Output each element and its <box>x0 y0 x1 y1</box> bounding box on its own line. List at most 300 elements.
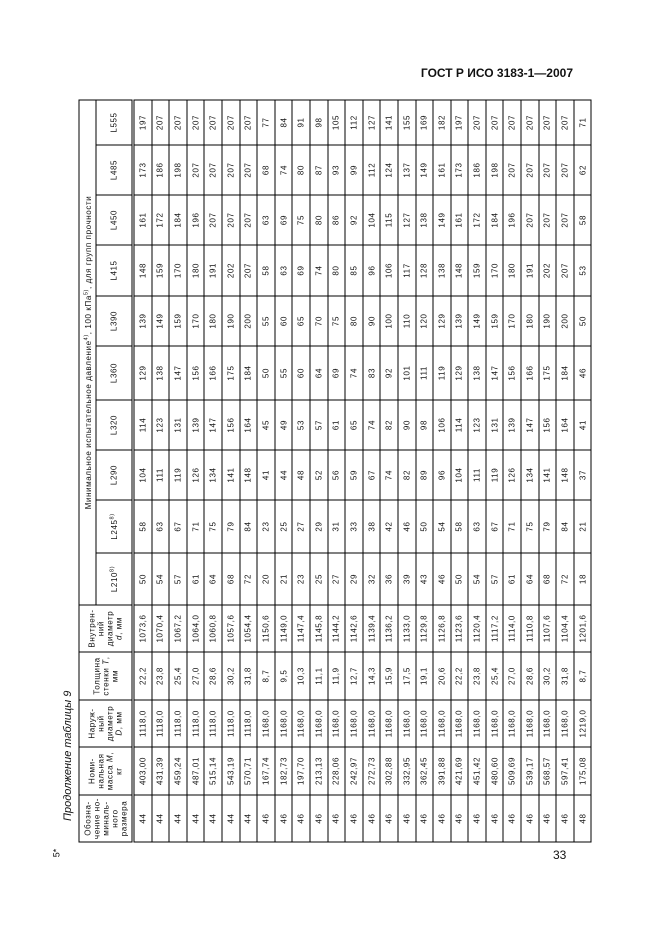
table-cell: 175,08 <box>573 747 591 795</box>
table-cell: 74 <box>380 450 398 500</box>
table-cell: 159 <box>169 296 187 346</box>
table-cell: 1147,4 <box>292 605 310 652</box>
table-cell: 139 <box>186 400 204 450</box>
table-cell: 164 <box>556 400 574 450</box>
table-cell: 84 <box>239 500 257 553</box>
table-cell: 57 <box>169 553 187 605</box>
table-cell: 58 <box>450 500 468 553</box>
table-cell: 112 <box>345 99 363 144</box>
table-cell: 65 <box>345 400 363 450</box>
table-cell: 207 <box>521 145 539 195</box>
table-cell: 101 <box>397 346 415 400</box>
table-cell: 202 <box>221 245 239 296</box>
table-cell: 99 <box>345 145 363 195</box>
table-cell: 90 <box>397 400 415 450</box>
table-cell: 74 <box>309 245 327 296</box>
table-cell: 114 <box>133 400 152 450</box>
table-cell: 207 <box>239 99 257 144</box>
table-cell: 61 <box>186 553 204 605</box>
col-grade-l390: L390 <box>96 296 133 346</box>
table-cell: 92 <box>345 195 363 245</box>
table-cell: 207 <box>204 145 222 195</box>
table-cell: 86 <box>327 195 345 245</box>
table-cell: 27 <box>327 553 345 605</box>
table-cell: 77 <box>257 99 275 144</box>
table-cell: 82 <box>397 450 415 500</box>
table-cell: 69 <box>327 346 345 400</box>
table-cell: 1110,8 <box>521 605 539 652</box>
table-cell: 207 <box>503 145 521 195</box>
table-row <box>362 99 380 841</box>
table-cell: 104 <box>362 195 380 245</box>
table-cell: 55 <box>257 296 275 346</box>
table-row <box>239 99 257 841</box>
table-cell: 190 <box>538 296 556 346</box>
table-cell: 147 <box>204 400 222 450</box>
table-cell: 147 <box>169 346 187 400</box>
table-cell: 53 <box>573 245 591 296</box>
col-grade-l415: L415 <box>96 245 133 296</box>
table-cell: 1070,4 <box>151 605 169 652</box>
table-cell: 167,74 <box>257 747 275 795</box>
table-row <box>133 99 152 841</box>
table-cell: 32 <box>362 553 380 605</box>
table-cell: 180 <box>204 296 222 346</box>
table-cell: 52 <box>309 450 327 500</box>
table-cell: 22,2 <box>450 652 468 700</box>
table-cell: 156 <box>503 346 521 400</box>
table-cell: 112 <box>362 145 380 195</box>
table-cell: 242,97 <box>345 747 363 795</box>
table-cell: 184 <box>239 346 257 400</box>
table-cell: 164 <box>239 400 257 450</box>
table-cell: 42 <box>380 500 398 553</box>
table-cell: 509,69 <box>503 747 521 795</box>
table-cell: 75 <box>327 296 345 346</box>
col-grade-l290: L290 <box>96 450 133 500</box>
table-cell: 196 <box>503 195 521 245</box>
table-cell: 56 <box>327 450 345 500</box>
table-cell: 1136,2 <box>380 605 398 652</box>
col-grade-l245: L245$^{8)}$ <box>96 500 133 553</box>
table-cell: 362,45 <box>415 747 433 795</box>
table-cell: 50 <box>450 553 468 605</box>
table-cell: 1168,0 <box>397 700 415 747</box>
table-cell: 207 <box>221 195 239 245</box>
table-cell: 11,1 <box>309 652 327 700</box>
table-cell: 25,4 <box>169 652 187 700</box>
table-cell: 31,8 <box>239 652 257 700</box>
table-cell: 173 <box>450 145 468 195</box>
table-cell: 46 <box>309 795 327 842</box>
table-cell: 106 <box>380 245 398 296</box>
table-cell: 1133,0 <box>397 605 415 652</box>
table-cell: 44 <box>221 795 239 842</box>
table-cell: 197,70 <box>292 747 310 795</box>
page-number: 33 <box>553 848 567 862</box>
table-cell: 131 <box>169 400 187 450</box>
table-cell: 119 <box>433 346 451 400</box>
table-cell: 44 <box>239 795 257 842</box>
table-cell: 191 <box>204 245 222 296</box>
table-cell: 515,14 <box>204 747 222 795</box>
table-cell: 21 <box>274 553 292 605</box>
table-cell: 272,73 <box>362 747 380 795</box>
table-cell: 50 <box>573 296 591 346</box>
table-cell: 161 <box>450 195 468 245</box>
table-cell: 138 <box>433 245 451 296</box>
table-cell: 1073,6 <box>133 605 152 652</box>
table-cell: 25 <box>274 500 292 553</box>
table-cell: 46 <box>485 795 503 842</box>
table-cell: 30,2 <box>538 652 556 700</box>
table-cell: 72 <box>556 553 574 605</box>
table-cell: 148 <box>450 245 468 296</box>
table-cell: 58 <box>573 195 591 245</box>
table-cell: 44 <box>186 795 204 842</box>
table-cell: 302,88 <box>380 747 398 795</box>
table-cell: 114 <box>450 400 468 450</box>
table-cell: 37 <box>573 450 591 500</box>
table-cell: 597,41 <box>556 747 574 795</box>
table-cell: 1168,0 <box>257 700 275 747</box>
table-cell: 50 <box>257 346 275 400</box>
table-cell: 175 <box>221 346 239 400</box>
table-cell: 46 <box>556 795 574 842</box>
table-cell: 84 <box>556 500 574 553</box>
table-cell: 1142,6 <box>345 605 363 652</box>
table-cell: 44 <box>151 795 169 842</box>
rotated-table-wrapper <box>78 100 587 842</box>
table-cell: 60 <box>292 346 310 400</box>
table-cell: 89 <box>415 450 433 500</box>
col-grade-l320: L320 <box>96 400 133 450</box>
table-cell: 149 <box>151 296 169 346</box>
table-cell: 186 <box>151 145 169 195</box>
table-cell: 147 <box>521 400 539 450</box>
table-cell: 98 <box>309 99 327 144</box>
table-cell: 46 <box>345 795 363 842</box>
table-cell: 1107,6 <box>538 605 556 652</box>
table-cell: 46 <box>433 795 451 842</box>
table-cell: 138 <box>415 195 433 245</box>
table-cell: 74 <box>274 145 292 195</box>
table-cell: 21 <box>573 500 591 553</box>
table-cell: 14,3 <box>362 652 380 700</box>
table-row <box>380 99 398 841</box>
table-cell: 1054,4 <box>239 605 257 652</box>
table-cell: 46 <box>538 795 556 842</box>
table-cell: 134 <box>521 450 539 500</box>
table-cell: 1168,0 <box>309 700 327 747</box>
table-cell: 100 <box>380 296 398 346</box>
table-cell: 1219,0 <box>573 700 591 747</box>
table-cell: 53 <box>292 400 310 450</box>
table-cell: 170 <box>503 296 521 346</box>
table-cell: 29 <box>345 553 363 605</box>
table-cell: 180 <box>521 296 539 346</box>
table-cell: 50 <box>415 500 433 553</box>
table-cell: 20,6 <box>433 652 451 700</box>
group-header-test-pressure: Минимальное испытательное давление$^{4)}$, 100 кПа$^{5)}$, для групп прочности <box>79 99 96 604</box>
table-cell: 111 <box>151 450 169 500</box>
table-cell: 228,06 <box>327 747 345 795</box>
table-row <box>327 99 345 841</box>
table-cell: 33 <box>345 500 363 553</box>
table-cell: 1168,0 <box>345 700 363 747</box>
table-cell: 1168,0 <box>327 700 345 747</box>
table-cell: 74 <box>362 400 380 450</box>
table-cell: 46 <box>380 795 398 842</box>
table-cell: 190 <box>221 296 239 346</box>
table-cell: 46 <box>257 795 275 842</box>
table-cell: 1114,0 <box>503 605 521 652</box>
table-cell: 149 <box>468 296 486 346</box>
table-cell: 156 <box>186 346 204 400</box>
table-cell: 131 <box>485 400 503 450</box>
table-cell: 1149,0 <box>274 605 292 652</box>
table-cell: 166 <box>204 346 222 400</box>
table-cell: 161 <box>433 145 451 195</box>
table-cell: 60 <box>274 296 292 346</box>
standard-designation: ГОСТ Р ИСО 3183-1—2007 <box>420 66 573 80</box>
table-cell: 147 <box>485 346 503 400</box>
table-cell: 487,01 <box>186 747 204 795</box>
table-cell: 72 <box>239 553 257 605</box>
table-cell: 70 <box>309 296 327 346</box>
table-cell: 207 <box>239 145 257 195</box>
table-cell: 44 <box>204 795 222 842</box>
table-cell: 23 <box>257 500 275 553</box>
table-cell: 120 <box>415 296 433 346</box>
table-cell: 207 <box>556 99 574 144</box>
table-cell: 46 <box>573 346 591 400</box>
table-row <box>274 99 292 841</box>
table-cell: 568,57 <box>538 747 556 795</box>
table-cell: 38 <box>362 500 380 553</box>
table-cell: 98 <box>415 400 433 450</box>
table-row <box>503 99 521 841</box>
table-cell: 180 <box>186 245 204 296</box>
table-cell: 1067,2 <box>169 605 187 652</box>
table-cell: 55 <box>274 346 292 400</box>
table-cell: 207 <box>169 99 187 144</box>
table-cell: 207 <box>204 195 222 245</box>
table-cell: 134 <box>204 450 222 500</box>
table-cell: 159 <box>468 245 486 296</box>
table-cell: 96 <box>362 245 380 296</box>
table-cell: 71 <box>573 99 591 144</box>
table-cell: 128 <box>415 245 433 296</box>
table-cell: 106 <box>433 400 451 450</box>
table-cell: 1201,6 <box>573 605 591 652</box>
table-cell: 58 <box>133 500 152 553</box>
table-cell: 110 <box>397 296 415 346</box>
table-cell: 127 <box>397 195 415 245</box>
table-cell: 172 <box>151 195 169 245</box>
table-row <box>151 99 169 841</box>
table-cell: 64 <box>521 553 539 605</box>
table-cell: 25 <box>309 553 327 605</box>
table-cell: 213,13 <box>309 747 327 795</box>
table-cell: 61 <box>327 400 345 450</box>
table-cell: 207 <box>521 195 539 245</box>
table-cell: 22,2 <box>133 652 152 700</box>
table-cell: 1104,4 <box>556 605 574 652</box>
table-cell: 1126,8 <box>433 605 451 652</box>
table-cell: 1168,0 <box>292 700 310 747</box>
table-cell: 23,8 <box>468 652 486 700</box>
col-inner-diameter: Внутрен-ний диаметр d, мм <box>79 605 133 652</box>
col-grade-l450: L450 <box>96 195 133 245</box>
table-cell: 200 <box>239 296 257 346</box>
table-cell: 80 <box>292 145 310 195</box>
table-cell: 207 <box>556 245 574 296</box>
table-cell: 44 <box>133 795 152 842</box>
table-cell: 80 <box>345 296 363 346</box>
table-row <box>397 99 415 841</box>
table-cell: 46 <box>327 795 345 842</box>
table-cell: 62 <box>573 145 591 195</box>
table-cell: 65 <box>292 296 310 346</box>
table-cell: 48 <box>292 450 310 500</box>
table-cell: 197 <box>450 99 468 144</box>
table-cell: 123 <box>151 400 169 450</box>
table-cell: 159 <box>151 245 169 296</box>
table-row <box>415 99 433 841</box>
table-cell: 46 <box>468 795 486 842</box>
table-cell: 170 <box>186 296 204 346</box>
table-cell: 90 <box>362 296 380 346</box>
table-cell: 170 <box>485 245 503 296</box>
table-cell: 15,9 <box>380 652 398 700</box>
table-cell: 1168,0 <box>450 700 468 747</box>
table-cell: 1168,0 <box>362 700 380 747</box>
table-cell: 79 <box>538 500 556 553</box>
table-cell: 46 <box>292 795 310 842</box>
table-cell: 19,1 <box>415 652 433 700</box>
table-cell: 46 <box>433 553 451 605</box>
table-cell: 207 <box>239 195 257 245</box>
table-cell: 1060,8 <box>204 605 222 652</box>
col-wall-thickness: Толщина стенки T, мм <box>79 652 133 700</box>
table-cell: 207 <box>538 145 556 195</box>
table-cell: 58 <box>257 245 275 296</box>
table-cell: 44 <box>274 450 292 500</box>
table-cell: 79 <box>221 500 239 553</box>
table-cell: 12,7 <box>345 652 363 700</box>
table-cell: 25,4 <box>485 652 503 700</box>
col-grade-l210: L210$^{8)}$ <box>96 553 133 605</box>
table-cell: 1144,2 <box>327 605 345 652</box>
table-cell: 129 <box>450 346 468 400</box>
table-cell: 169 <box>415 99 433 144</box>
table-cell: 28,6 <box>521 652 539 700</box>
table-cell: 184 <box>169 195 187 245</box>
table-row <box>186 99 204 841</box>
page-mark: 5* <box>51 848 62 858</box>
table-cell: 127 <box>362 99 380 144</box>
table-row <box>521 99 539 841</box>
table-cell: 1168,0 <box>415 700 433 747</box>
table-cell: 124 <box>380 145 398 195</box>
table-cell: 46 <box>415 795 433 842</box>
table-cell: 92 <box>380 346 398 400</box>
table-cell: 207 <box>468 99 486 144</box>
table-cell: 115 <box>380 195 398 245</box>
table-cell: 459,24 <box>169 747 187 795</box>
col-grade-l555: L555 <box>96 99 133 144</box>
table-cell: 63 <box>257 195 275 245</box>
table-caption: Продолжение таблицы 9 <box>62 690 74 821</box>
table-row <box>221 99 239 841</box>
table-cell: 139 <box>133 296 152 346</box>
table-cell: 1057,6 <box>221 605 239 652</box>
table-cell: 207 <box>485 99 503 144</box>
table-cell: 207 <box>503 99 521 144</box>
table-cell: 85 <box>345 245 363 296</box>
table-cell: 141 <box>380 99 398 144</box>
table-cell: 332,95 <box>397 747 415 795</box>
table-cell: 67 <box>485 500 503 553</box>
table-cell: 139 <box>503 400 521 450</box>
table-cell: 149 <box>415 145 433 195</box>
table-cell: 64 <box>204 553 222 605</box>
table-cell: 1168,0 <box>433 700 451 747</box>
table-cell: 23 <box>292 553 310 605</box>
table-cell: 50 <box>133 553 152 605</box>
table-cell: 207 <box>556 145 574 195</box>
table-cell: 30,2 <box>221 652 239 700</box>
table-cell: 207 <box>221 99 239 144</box>
table-cell: 1118,0 <box>239 700 257 747</box>
table-cell: 1118,0 <box>169 700 187 747</box>
table-cell: 1118,0 <box>186 700 204 747</box>
table-cell: 1168,0 <box>538 700 556 747</box>
table-row <box>485 99 503 841</box>
table-cell: 149 <box>433 195 451 245</box>
table-row <box>204 99 222 841</box>
table-cell: 105 <box>327 99 345 144</box>
table-cell: 46 <box>450 795 468 842</box>
table-cell: 119 <box>169 450 187 500</box>
table-cell: 69 <box>274 195 292 245</box>
col-mass: Номи-нальная масса M, кг <box>79 747 133 795</box>
table-cell: 156 <box>538 400 556 450</box>
table-cell: 54 <box>151 553 169 605</box>
table-row <box>556 99 574 841</box>
table-cell: 1118,0 <box>151 700 169 747</box>
table-cell: 170 <box>169 245 187 296</box>
table-cell: 129 <box>133 346 152 400</box>
table-cell: 197 <box>133 99 152 144</box>
table-cell: 1064,0 <box>186 605 204 652</box>
table-row <box>169 99 187 841</box>
table-cell: 421,69 <box>450 747 468 795</box>
table-cell: 27,0 <box>503 652 521 700</box>
table-cell: 148 <box>133 245 152 296</box>
table-cell: 138 <box>151 346 169 400</box>
table-cell: 137 <box>397 145 415 195</box>
table-cell: 198 <box>169 145 187 195</box>
table-cell: 111 <box>468 450 486 500</box>
table-cell: 539,17 <box>521 747 539 795</box>
table-cell: 198 <box>485 145 503 195</box>
table-cell: 123 <box>468 400 486 450</box>
table-cell: 29 <box>309 500 327 553</box>
table-cell: 63 <box>274 245 292 296</box>
table-cell: 64 <box>309 346 327 400</box>
